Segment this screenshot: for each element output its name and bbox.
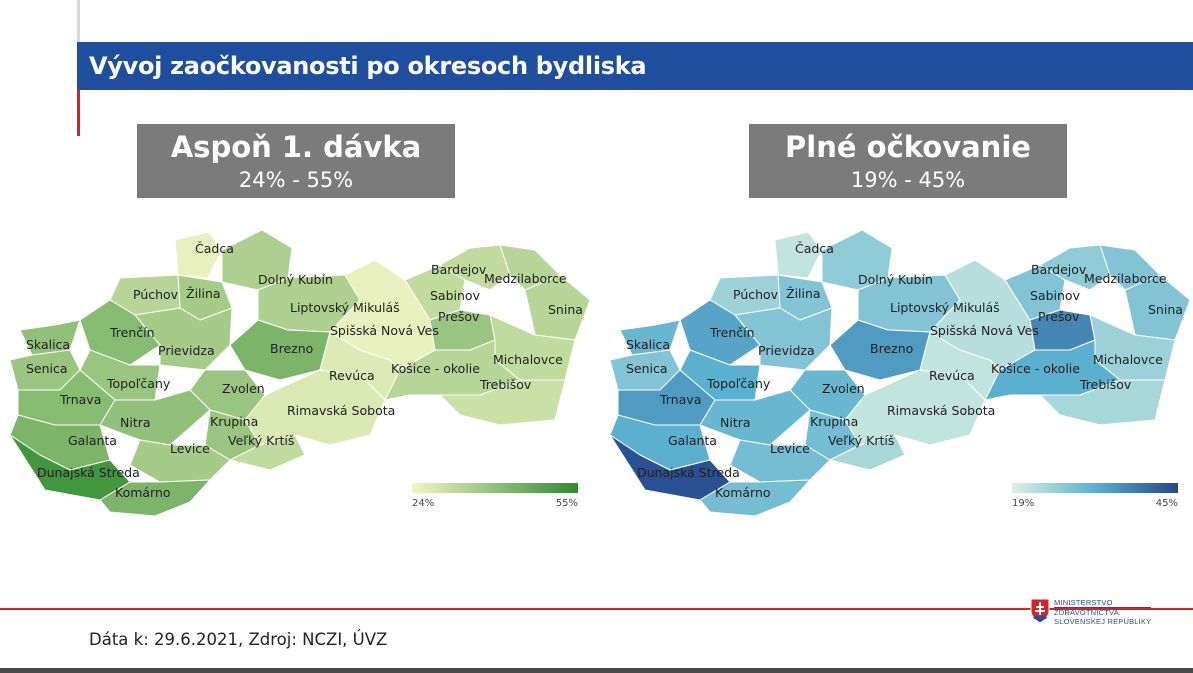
district-label-brezno: Brezno bbox=[870, 341, 914, 356]
legend-max: 55% bbox=[555, 498, 578, 509]
district-label-bardejov: Bardejov bbox=[1031, 262, 1087, 277]
district-label-sabinov: Sabinov bbox=[430, 288, 480, 303]
district-label-dolny-kubin: Dolný Kubín bbox=[858, 272, 933, 287]
first-dose-range: 24% - 55% bbox=[238, 168, 354, 192]
accent-rule bbox=[77, 90, 80, 136]
district-label-skalica: Skalica bbox=[26, 337, 71, 352]
district-label-puchov: Púchov bbox=[733, 287, 779, 302]
district-label-dolny-kubin: Dolný Kubín bbox=[258, 272, 333, 287]
district-label-trnava: Trnava bbox=[660, 392, 702, 407]
full-vaccination-header bbox=[749, 124, 1067, 198]
district-label-levice: Levice bbox=[170, 441, 210, 456]
district-label-trebisov: Trebišov bbox=[1080, 377, 1132, 392]
page-title: Vývoj zaočkovanosti po okresoch bydliska bbox=[77, 42, 1193, 90]
district-label-trencin: Trenčín bbox=[710, 325, 755, 340]
district-label-spisska-nova-ves: Spišská Nová Ves bbox=[330, 323, 439, 338]
district-label-trebisov: Trebišov bbox=[480, 377, 532, 392]
first-dose-header bbox=[137, 124, 455, 198]
district-label-skalica: Skalica bbox=[626, 337, 671, 352]
district-label-medzilaborce: Medzilaborce bbox=[1084, 271, 1167, 286]
left-rule bbox=[77, 0, 80, 42]
district-label-spisska-nova-ves: Spišská Nová Ves bbox=[930, 323, 1039, 338]
district-label-senica: Senica bbox=[626, 361, 668, 376]
district-label-michalovce: Michalovce bbox=[493, 352, 563, 367]
district-label-trnava: Trnava bbox=[60, 392, 102, 407]
district-label-brezno: Brezno bbox=[270, 341, 314, 356]
ministry-line3: SLOVENSKEJ REPUBLIKY bbox=[1054, 617, 1152, 626]
district-label-snina: Snina bbox=[548, 302, 583, 317]
district-label-presov: Prešov bbox=[438, 309, 480, 324]
district-label-dunajska-streda: Dunajská Streda bbox=[637, 465, 740, 480]
legend-max: 45% bbox=[1155, 498, 1178, 509]
district-label-nitra: Nitra bbox=[120, 415, 151, 430]
source-note: Dáta k: 29.6.2021, Zdroj: NCZI, ÚVZ bbox=[89, 630, 388, 649]
district-label-galanta: Galanta bbox=[668, 433, 717, 448]
district-label-sabinov: Sabinov bbox=[1030, 288, 1080, 303]
district-label-bardejov: Bardejov bbox=[431, 262, 487, 277]
district-label-krupina: Krupina bbox=[810, 414, 859, 429]
district-label-zvolen: Zvolen bbox=[222, 381, 265, 396]
district-label-revuca: Revúca bbox=[929, 368, 975, 383]
ministry-line2: ZDRAVOTNÍCTVA bbox=[1054, 608, 1119, 617]
district-label-snina: Snina bbox=[1148, 302, 1183, 317]
district-label-michalovce: Michalovce bbox=[1093, 352, 1163, 367]
district-label-topolcany: Topoľčany bbox=[707, 376, 771, 391]
ministry-logo bbox=[1030, 598, 1190, 634]
district-label-cadca: Čadca bbox=[795, 241, 834, 256]
district-label-presov: Prešov bbox=[1038, 309, 1080, 324]
district-label-kosice-okolie: Košice - okolie bbox=[991, 361, 1080, 376]
legend-min: 19% bbox=[1012, 498, 1035, 509]
bottom-bar bbox=[0, 668, 1193, 673]
district-label-rimavska-sobota: Rimavská Sobota bbox=[287, 403, 396, 418]
district-label-komarno: Komárno bbox=[715, 485, 771, 500]
district-label-velky-krtis: Veľký Krtíš bbox=[828, 433, 895, 448]
district-label-zilina: Žilina bbox=[786, 286, 821, 301]
full-vaccination-title: Plné očkovanie bbox=[785, 130, 1031, 164]
district-label-revuca: Revúca bbox=[329, 368, 375, 383]
legend-bar bbox=[412, 483, 578, 493]
first-dose-title: Aspoň 1. dávka bbox=[170, 130, 422, 164]
district-label-nitra: Nitra bbox=[720, 415, 751, 430]
district-label-velky-krtis: Veľký Krtíš bbox=[228, 433, 295, 448]
coat-of-arms-icon bbox=[1030, 598, 1050, 624]
district-label-prievidza: Prievidza bbox=[158, 343, 215, 358]
district-label-kosice-okolie: Košice - okolie bbox=[391, 361, 480, 376]
district-label-zilina: Žilina bbox=[186, 286, 221, 301]
district-label-levice: Levice bbox=[770, 441, 810, 456]
district-label-prievidza: Prievidza bbox=[758, 343, 815, 358]
district-label-dunajska-streda: Dunajská Streda bbox=[37, 465, 140, 480]
district-label-senica: Senica bbox=[26, 361, 68, 376]
district-label-puchov: Púchov bbox=[133, 287, 179, 302]
district-label-medzilaborce: Medzilaborce bbox=[484, 271, 567, 286]
district-label-liptovsky-mikulas: Liptovský Mikuláš bbox=[290, 300, 400, 315]
district-label-rimavska-sobota: Rimavská Sobota bbox=[887, 403, 996, 418]
district-label-galanta: Galanta bbox=[68, 433, 117, 448]
legend-min: 24% bbox=[412, 498, 435, 509]
district-label-zvolen: Zvolen bbox=[822, 381, 865, 396]
full-vaccination-range: 19% - 45% bbox=[850, 168, 966, 192]
first-dose-map bbox=[0, 220, 600, 520]
legend-bar bbox=[1012, 483, 1178, 493]
district-label-cadca: Čadca bbox=[195, 241, 234, 256]
footer-rule bbox=[0, 608, 1193, 610]
district-label-topolcany: Topoľčany bbox=[107, 376, 171, 391]
district-label-liptovsky-mikulas: Liptovský Mikuláš bbox=[890, 300, 1000, 315]
district-label-krupina: Krupina bbox=[210, 414, 259, 429]
full-vaccination-map bbox=[600, 220, 1193, 520]
district-label-komarno: Komárno bbox=[115, 485, 171, 500]
district-label-trencin: Trenčín bbox=[110, 325, 155, 340]
ministry-line1: MINISTERSTVO bbox=[1054, 598, 1151, 608]
